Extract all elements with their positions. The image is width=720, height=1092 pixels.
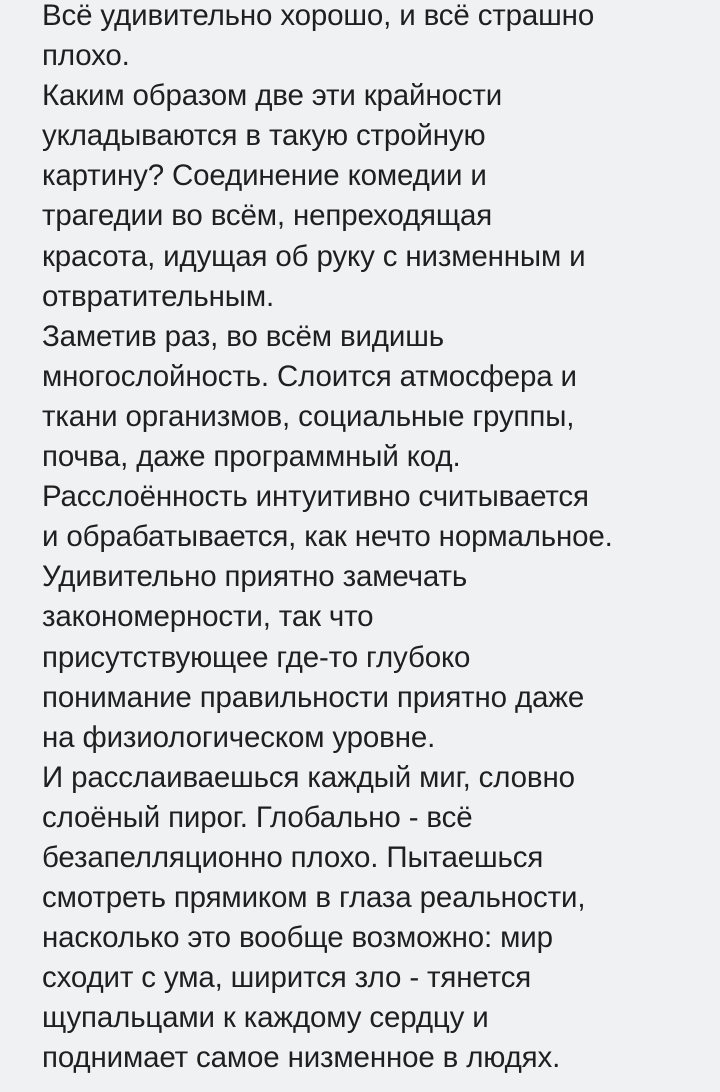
text-line: плохо.	[42, 39, 130, 73]
text-line: Удивительно приятно замечать	[42, 560, 468, 594]
text-line: почва, даже программный код.	[42, 440, 461, 474]
text-line: многослойность. Слоится атмосфера и	[42, 359, 577, 393]
text-line: Каким образом две эти крайности	[42, 79, 503, 113]
text-line: закономерности, так что	[42, 600, 374, 634]
text-line: понимание правильности приятно даже	[42, 680, 585, 714]
text-line: поднимает самое низменное в людях.	[42, 1041, 561, 1075]
text-line: присутствующее где-то глубоко	[42, 640, 471, 674]
text-line: картину? Соединение комедии и	[42, 159, 487, 193]
text-line: трагедии во всём, непреходящая	[42, 199, 493, 233]
text-line: Заметив раз, во всём видишь	[42, 319, 444, 353]
text-line: и обрабатывается, как нечто нормальное.	[42, 520, 613, 554]
text-line: насколько это вообще возможно: мир	[42, 921, 553, 955]
text-line: отвратительным.	[42, 279, 275, 313]
text-line: слоёный пирог. Глобально - всё	[42, 800, 473, 834]
post-text	[42, 0, 712, 1079]
text-line: Всё удивительно хорошо, и всё страшно	[42, 0, 595, 32]
text-line: укладываются в такую стройную	[42, 119, 486, 153]
text-line: ткани организмов, социальные группы,	[42, 399, 575, 433]
text-line: безапелляционно плохо. Пытаешься	[42, 840, 544, 874]
text-line: И расслаиваешься каждый миг, словно	[42, 760, 575, 794]
text-line: на физиологическом уровне.	[42, 720, 436, 754]
text-line: щупальцами к каждому сердцу и	[42, 1001, 489, 1035]
text-line: смотреть прямиком в глаза реальности,	[42, 881, 586, 915]
text-line: Расслоённость интуитивно считывается	[42, 480, 589, 514]
text-line: красота, идущая об руку с низменным и	[42, 239, 586, 273]
text-line: сходит с ума, ширится зло - тянется	[42, 961, 532, 995]
